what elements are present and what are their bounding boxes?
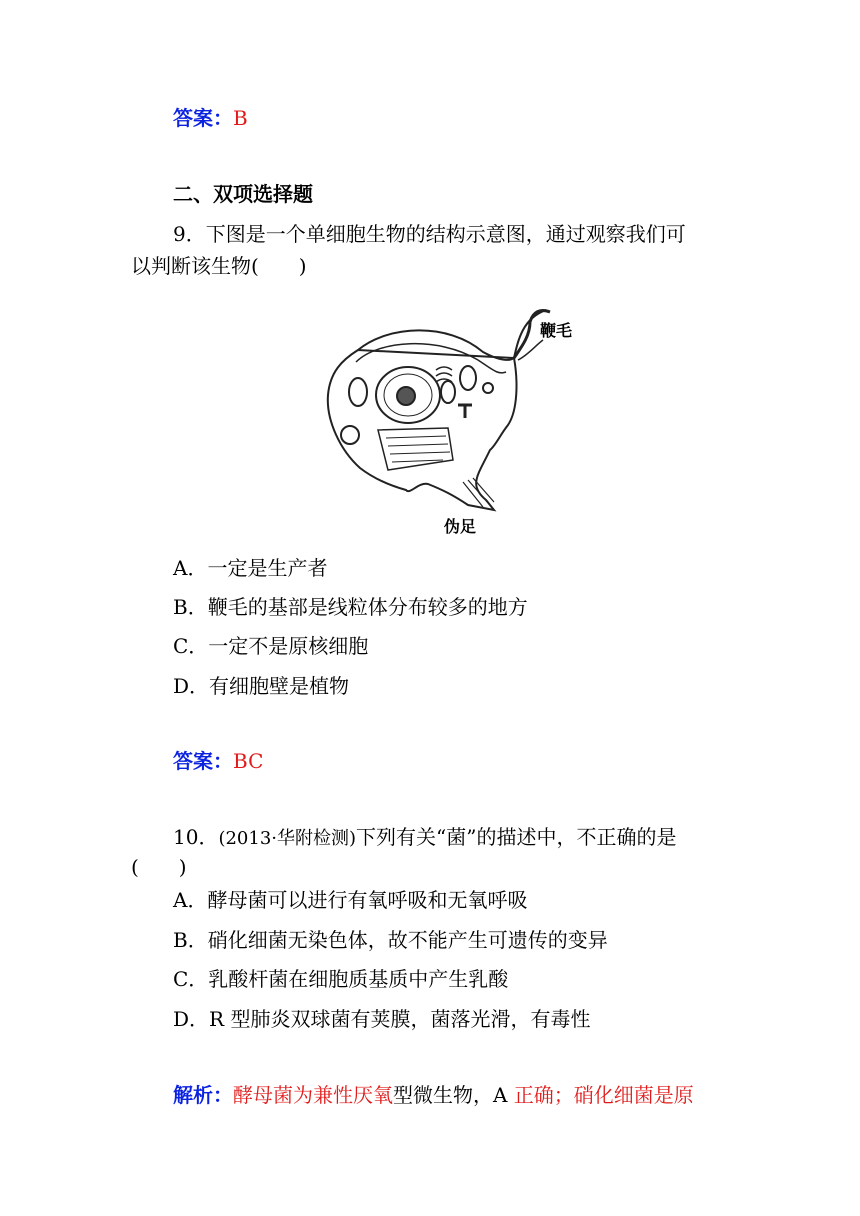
analysis-text-2: 型微生物，A bbox=[393, 1083, 514, 1107]
cell-membrane bbox=[328, 310, 546, 510]
q10-stem-text: 下列有关“菌”的描述中，不正确的是 bbox=[356, 825, 677, 849]
label-pseudopod: 伪足 bbox=[444, 519, 477, 536]
q9-option-b: B．鞭毛的基部是线粒体分布较多的地方 bbox=[173, 595, 528, 619]
q9-option-c: C．一定不是原核细胞 bbox=[173, 634, 369, 658]
q10-analysis bbox=[173, 1081, 694, 1109]
answer-9 bbox=[173, 747, 263, 775]
analysis-label: 解析： bbox=[173, 1083, 233, 1107]
cell-diagram bbox=[318, 300, 588, 540]
q10-stem-line2: ( ) bbox=[131, 855, 187, 879]
q10-source: (2013·华附检测) bbox=[218, 828, 357, 849]
answer-value: BC bbox=[233, 749, 264, 773]
answer-8 bbox=[173, 104, 248, 132]
label-flagellum: 鞭毛 bbox=[540, 323, 573, 340]
q10-option-a: A．酵母菌可以进行有氧呼吸和无氧呼吸 bbox=[173, 888, 528, 912]
q10-stem-line1 bbox=[173, 823, 676, 853]
q10-option-b: B．硝化细菌无染色体，故不能产生可遗传的变异 bbox=[173, 928, 608, 952]
analysis-text-3: 正确；硝化细菌是原 bbox=[513, 1083, 694, 1107]
answer-value: B bbox=[233, 106, 248, 130]
q10-option-d: D．R 型肺炎双球菌有荚膜，菌落光滑，有毒性 bbox=[173, 1007, 591, 1031]
q9-stem-line2: 以判断该生物( ) bbox=[131, 254, 307, 278]
answer-label: 答案： bbox=[173, 749, 233, 773]
answer-label: 答案： bbox=[173, 106, 233, 130]
q10-number: 10． bbox=[173, 825, 219, 849]
section-heading: 二、双项选择题 bbox=[173, 182, 313, 206]
q9-option-d: D．有细胞壁是植物 bbox=[173, 674, 350, 698]
q10-option-c: C．乳酸杆菌在细胞质基质中产生乳酸 bbox=[173, 967, 509, 991]
analysis-text-1: 酵母菌为兼性厌氧 bbox=[233, 1083, 393, 1107]
q9-option-a: A．一定是生产者 bbox=[173, 556, 328, 580]
q9-stem-line1: 9．下图是一个单细胞生物的结构示意图，通过观察我们可 bbox=[173, 222, 686, 246]
